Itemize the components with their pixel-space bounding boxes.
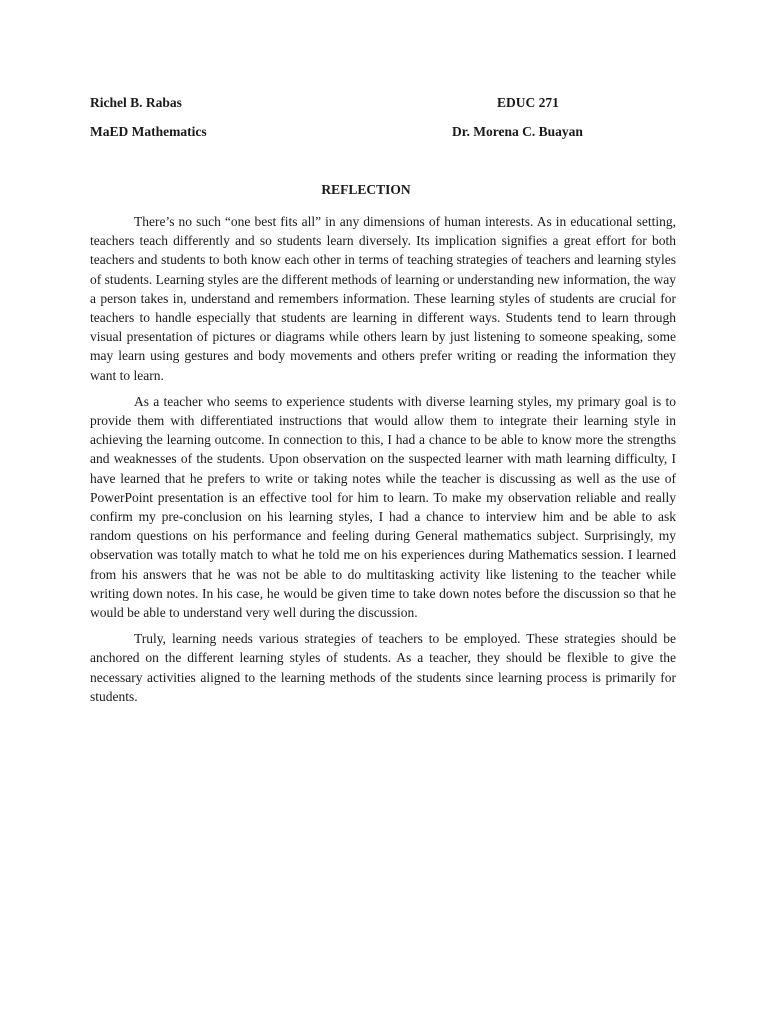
- paragraph-2: As a teacher who seems to experience students with diverse learning styles, my primary goal is to provide them with differentiated instructions that would allow them to integrate their learning style in achieving the learning outcome. In connection to this, I had a chance to be able to know more the strengths and weaknesses of the students. Upon observation on the suspected learner with math learning difficulty, I have learned that he prefers to write or taking notes while the teacher is discussing as well as the use of PowerPoint presentation is an effective tool for him to learn. To make my observation reliable and really confirm my pre-conclusion on his learning styles, I had a chance to interview him and be able to ask random questions on his performance and feeling during General mathematics subject. Surprisingly, my observation was totally match to what he told me on his experiences during Mathematics session. I learned from his answers that he was not be able to do multitasking activity like listening to the teacher while writing down notes. In his case, he would be given time to take down notes before the discussion so that he would be able to understand very well during the discussion.: [90, 393, 676, 621]
- document-title: REFLECTION: [321, 182, 411, 197]
- author-name: Richel B. Rabas: [90, 95, 182, 110]
- course-code: EDUC 271: [497, 95, 559, 110]
- instructor-name: Dr. Morena C. Buayan: [452, 124, 583, 139]
- reflection-body: [90, 212, 676, 713]
- paragraph-1: There’s no such “one best fits all” in any dimensions of human interests. As in educational setting, teachers teach differently and so students learn diversely. Its implication signifies a great effort for both teachers and students to both know each other in terms of teaching strategies of teachers and learning styles of students. Learning styles are the different methods of learning or understanding new information, the way a person takes in, understand and remembers information. These learning styles of students are crucial for teachers to handle especially that students are learning in different ways. Students tend to learn through visual presentation of pictures or diagrams while others learn by just listening to someone speaking, some may learn using gestures and body movements and others prefer writing or reading the information they want to learn.: [90, 214, 676, 383]
- paragraph-3: Truly, learning needs various strategies of teachers to be employed. These strategies should be anchored on the different learning styles of students. As a teacher, they should be flexible to give the necessary activities aligned to the learning methods of the students since learning process is primarily for students.: [90, 631, 676, 704]
- program-name: MaED Mathematics: [90, 124, 207, 139]
